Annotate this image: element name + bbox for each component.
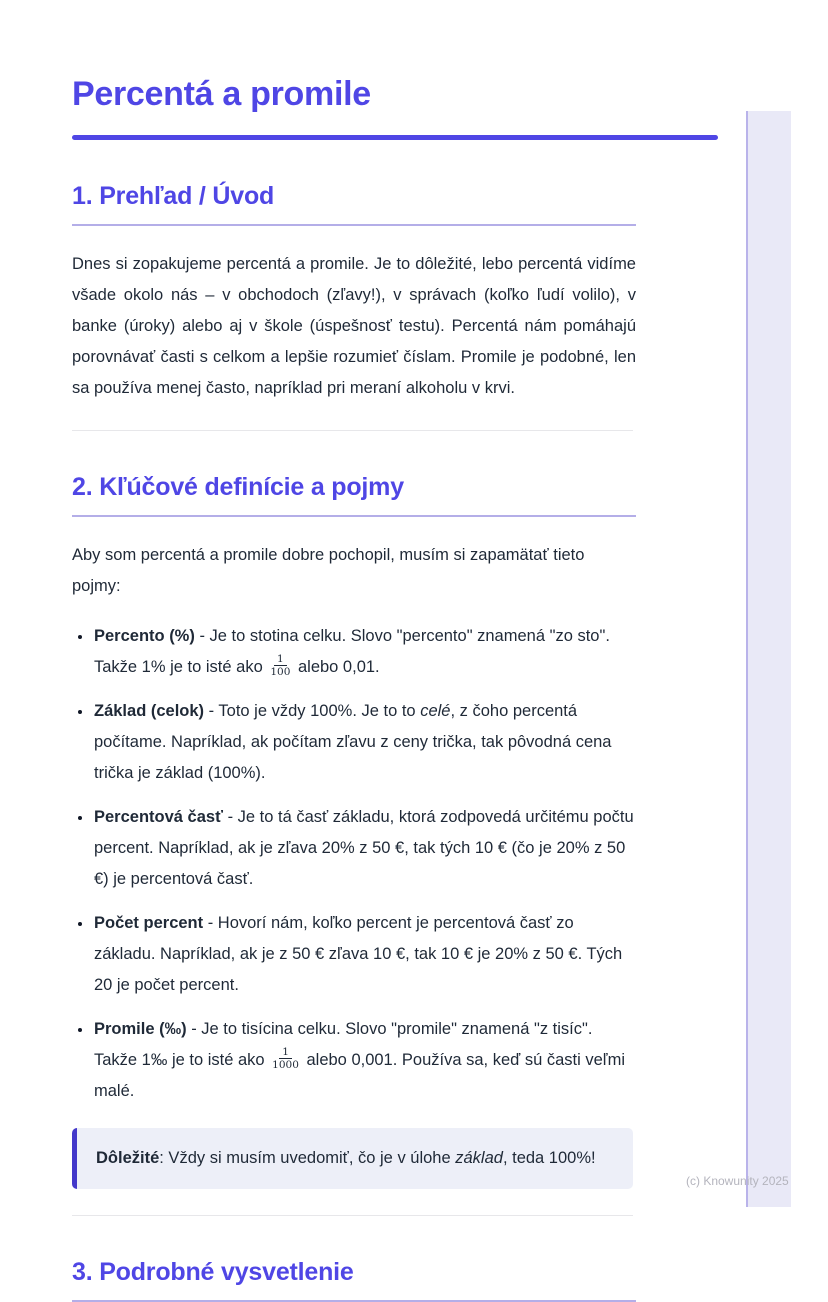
callout-italic: základ — [455, 1149, 503, 1167]
fraction-one-hundredth — [269, 653, 291, 678]
term-text: - Hovorí nám, koľko percent je percentová časť zo základu. Napríklad, ak je z 50 € zľava 10 €, tak 10 € je 20% z 50 €. Tých 20 je počet percent. — [94, 914, 623, 994]
callout-text: : Vždy si musím uvedomiť, čo je v úlohe — [159, 1149, 456, 1167]
term-label: Počet percent — [94, 914, 204, 932]
list-item-percentova-cast — [93, 802, 636, 895]
section-heading-definitions: 2. Kľúčové definície a pojmy — [72, 472, 636, 517]
term-label: Základ (celok) — [94, 702, 205, 720]
term-text: - Je to stotina celku. Slovo "percento" znamená "zo sto". Takže 1% je to isté ako — [94, 627, 610, 676]
fraction-numerator: 1 — [274, 653, 287, 666]
document-page — [0, 74, 828, 1286]
list-item-percento — [93, 621, 636, 683]
term-text: alebo 0,01. — [293, 658, 380, 676]
title-underline — [72, 135, 718, 140]
overview-paragraph: Dnes si zopakujeme percentá a promile. Je to dôležité, lebo percentá vidíme všade okolo nás – v obchodoch (zľavy!), v správach (koľko ľudí volilo), v banke (úroky) alebo aj v škole (úspešnosť testu). Percentá nám pomáhajú porovnávať časti s celkom a lepšie rozumieť číslam. Promile je podobné, len sa používa menej často, napríklad pri meraní alkoholu v krvi. — [72, 255, 636, 397]
page-title: Percentá a promile — [72, 75, 371, 113]
term-label: Percentová časť — [94, 808, 223, 826]
term-text: - Je to tá časť základu, ktorá zodpovedá určitému počtu percent. Napríklad, ak je zľava 20% z 50 €, tak tých 10 € (čo je 20% z 50 €) je percentová časť. — [94, 808, 634, 888]
section-divider — [72, 1215, 633, 1216]
important-callout — [72, 1128, 633, 1189]
definitions-list — [72, 621, 636, 1107]
list-item-pocet-percent — [93, 908, 636, 1001]
term-text: alebo 0,001. Používa sa, keď sú časti veľmi malé. — [94, 1051, 626, 1100]
page-edge-strip — [746, 111, 791, 1207]
section-divider — [72, 430, 633, 431]
fraction-denominator: 1000 — [272, 1059, 299, 1072]
section-heading-overview: 1. Prehľad / Úvod — [72, 181, 636, 226]
document-body — [0, 74, 718, 1302]
term-text: - Toto je vždy 100%. Je to to — [204, 702, 421, 720]
term-italic: celé — [420, 702, 451, 720]
fraction-denominator: 100 — [270, 666, 291, 679]
term-text: - Je to tisícina celku. Slovo "promile" znamená "z tisíc". Takže 1‰ je to isté ako — [94, 1020, 593, 1069]
copyright-watermark: (c) Knowunity 2025 — [686, 1174, 789, 1188]
term-label: Percento (%) — [94, 627, 195, 645]
definitions-intro: Aby som percentá a promile dobre pochopil, musím si zapamätať tieto pojmy: — [72, 546, 585, 595]
term-label: Promile (‰) — [94, 1020, 187, 1038]
callout-text: , teda 100%! — [502, 1149, 596, 1167]
term-text: , z čoho percentá počítame. Napríklad, ak počítam zľavu z ceny trička, tak pôvodná cena trička je základ (100%). — [94, 702, 612, 782]
fraction-one-thousandth — [271, 1046, 300, 1071]
list-item-zaklad — [93, 696, 636, 789]
list-item-promile — [93, 1014, 636, 1107]
callout-label: Dôležité — [96, 1149, 160, 1167]
section-heading-explanation: 3. Podrobné vysvetlenie — [72, 1257, 636, 1302]
fraction-numerator: 1 — [279, 1046, 292, 1059]
